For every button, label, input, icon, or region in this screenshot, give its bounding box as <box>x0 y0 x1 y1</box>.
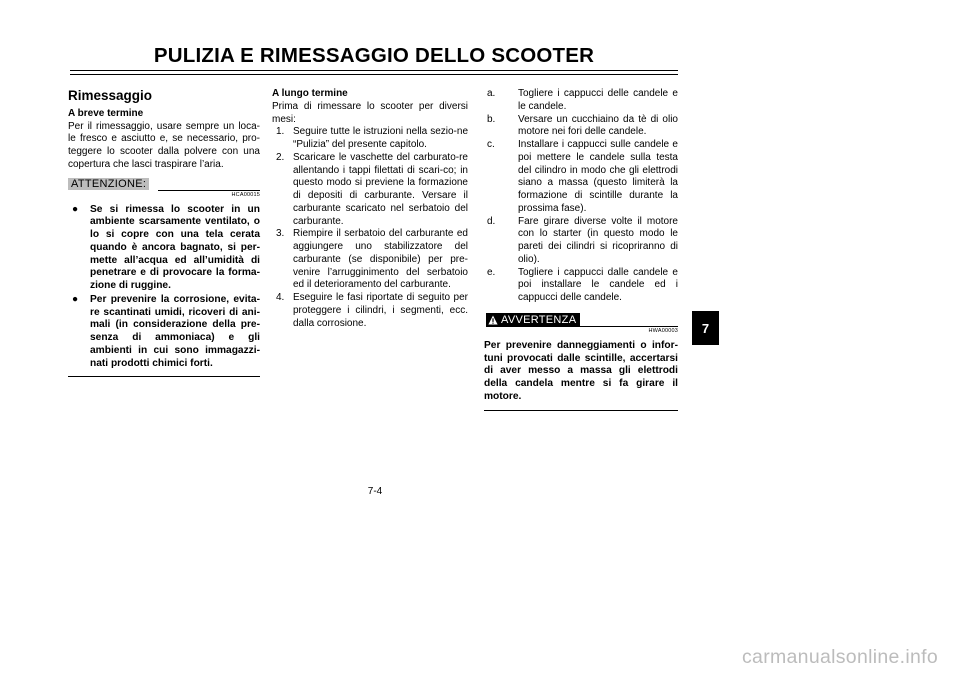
step-text: Riempire il serbatoio del carburante ed aggiungere uno stabilizzatore del carburante (se disponibile) per pre-venire l’arrugginimento del serbatoio ed il deterioramento del carburante. <box>293 228 468 291</box>
substep-text: Fare girare diverse volte il motore con lo starter (in questo modo le pareti dei cilindri si ricopriranno di olio). <box>518 215 678 265</box>
warning-triangle-icon <box>488 315 498 325</box>
caution-end-rule <box>68 376 260 377</box>
step-number: 1. <box>276 126 285 138</box>
left-column <box>68 88 260 377</box>
long-term-heading: A lungo termine <box>272 88 348 99</box>
list-item <box>484 216 678 267</box>
bullet-icon: ● <box>72 293 79 305</box>
step-text: Scaricare le vaschette del carburato-re allentando i tappi filettati di scari-co; in questo modo si previene la formazione di depositi di carburante. Versare il carburante scaricato nel serbatoio del carburante. <box>293 151 468 227</box>
section-heading: Rimessaggio <box>68 88 153 103</box>
list-item <box>272 152 468 229</box>
warning-label: AVVERTENZA <box>501 313 577 326</box>
warning-header <box>484 313 678 328</box>
substep-letter: e. <box>487 266 496 278</box>
caution-code: HCA00015 <box>231 191 260 198</box>
list-item <box>272 292 468 330</box>
step-number: 4. <box>276 292 285 303</box>
warning-end-rule <box>484 410 678 411</box>
storage-steps-list <box>272 126 468 330</box>
page-title: PULIZIA E RIMESSAGGIO DELLO SCOOTER <box>153 44 595 67</box>
list-item <box>484 88 678 114</box>
bullet-icon: ● <box>72 203 79 215</box>
list-item <box>272 126 468 152</box>
warning-code: HWA00003 <box>648 327 678 334</box>
step-number: 2. <box>276 151 285 163</box>
caution-header-rule <box>158 190 260 191</box>
warning-label-box <box>486 313 580 327</box>
substep-letter: d. <box>487 215 496 227</box>
middle-column <box>272 88 468 330</box>
caution-bullet-text: Per prevenire la corrosione, evita-re scantinati umidi, ricoveri di ani-mali (in considerazione della pre-senza di ammoniaca) e gli ambienti in cui sono immagazzi-nati prodotti chimici forti. <box>90 293 260 369</box>
long-term-intro: Prima di rimessare lo scooter per diversi mesi: <box>272 100 468 125</box>
list-item <box>484 139 678 216</box>
substeps-list <box>484 88 678 305</box>
list-item <box>272 228 468 292</box>
short-term-text: Per il rimessaggio, usare sempre un loca-le fresco e asciutto e, se necessario, pro-teggere lo scooter dalla polvere con una copertura che lasci traspirare l’aria. <box>68 120 260 170</box>
caution-label: ATTENZIONE: <box>68 178 149 190</box>
substep-text: Togliere i cappucci dalle candele e poi installare le candele ed i cappucci delle candele. <box>518 266 678 303</box>
caution-bullet-text: Se si rimessa lo scooter in un ambiente scarsamente ventilato, o lo si copre con una tela cerata quando è ancora bagnato, si per-mette all’acqua ed all’umidità di penetrare e di provocare la forma-zione di ruggine. <box>90 203 260 291</box>
substep-letter: b. <box>487 113 496 125</box>
caution-body <box>68 204 260 371</box>
right-column <box>484 88 678 411</box>
title-rule-top <box>70 70 678 71</box>
substep-letter: a. <box>487 88 496 99</box>
caution-header <box>68 177 260 192</box>
substep-text: Versare un cucchiaino da tè di olio motore nei fori delle candele. <box>518 113 678 138</box>
step-number: 3. <box>276 228 285 240</box>
chapter-tab: 7 <box>692 311 719 345</box>
page-number: 7-4 <box>367 486 383 497</box>
title-rule-bottom <box>70 74 678 75</box>
warning-text: Per prevenire danneggiamenti o infor-tuni provocati dalle scintille, accertarsi di aver messo a massa gli elettrodi della candela mentre si fa girare il motore. <box>484 339 678 402</box>
warning-header-rule <box>576 326 678 327</box>
step-text: Seguire tutte le istruzioni nella sezio-ne “Pulizia” del presente capitolo. <box>293 126 468 150</box>
caution-bullet-item <box>68 204 260 293</box>
substep-letter: c. <box>487 139 495 150</box>
step-text: Eseguire le fasi riportate di seguito per proteggere i cilindri, i segmenti, ecc. dalla corrosione. <box>293 292 468 329</box>
short-term-heading: A breve termine <box>68 107 144 119</box>
list-item <box>484 114 678 140</box>
substep-text: Togliere i cappucci delle candele e le candele. <box>518 88 678 112</box>
substep-text: Installare i cappucci sulle candele e poi mettere le candele sulla testa del cilindro in modo che gli elettrodi siano a massa (questo limiterà la formazione di scintille durante la prossima fase). <box>518 139 678 214</box>
watermark: carmanualsonline.info <box>742 646 938 668</box>
list-item <box>484 267 678 305</box>
caution-bullet-item <box>68 294 260 371</box>
